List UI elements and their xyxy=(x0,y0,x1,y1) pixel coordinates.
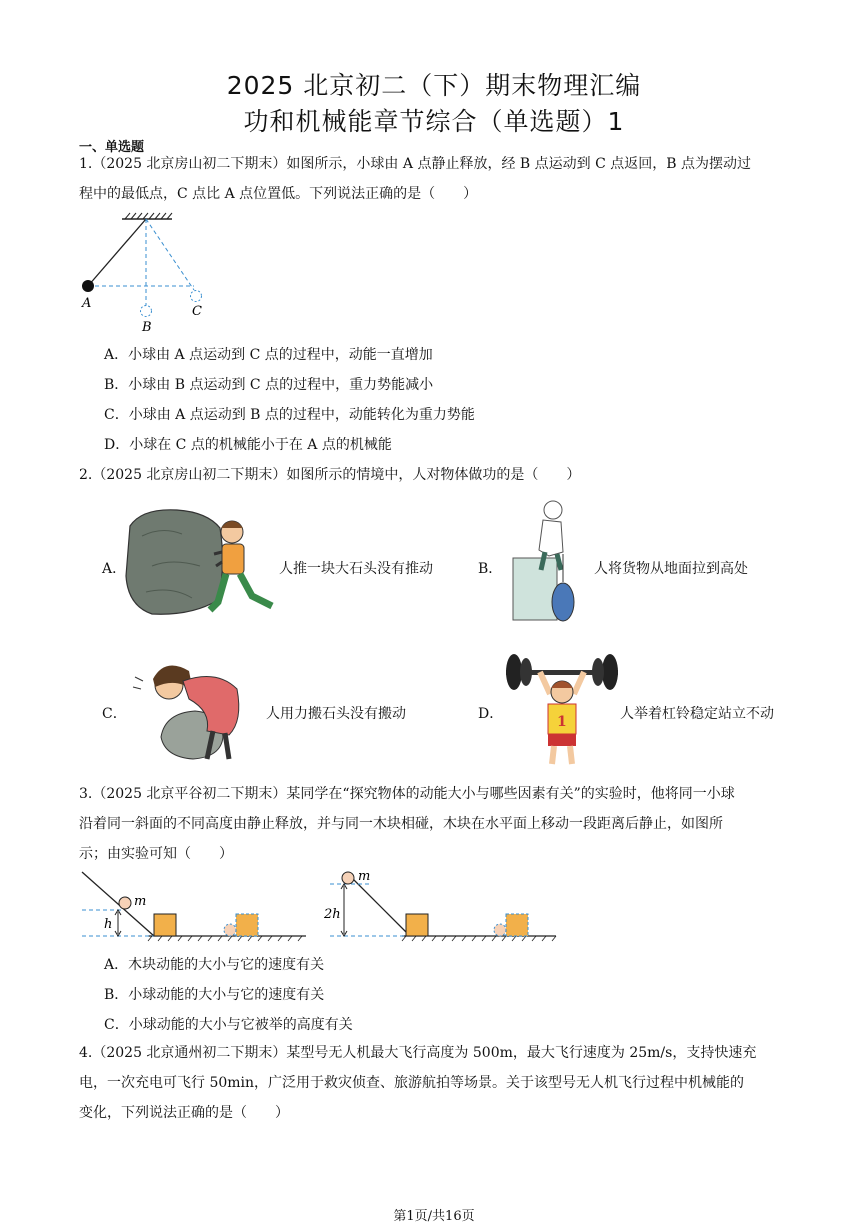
barbell-illustration xyxy=(500,648,625,770)
q2-text-b: 人将货物从地面拉到高处 xyxy=(594,561,748,577)
q3-option-b: B．小球动能的大小与它的速度有关 xyxy=(104,987,325,1003)
label-m1: m xyxy=(134,894,147,909)
question-3 xyxy=(79,779,795,869)
q3-option-a: A．木块动能的大小与它的速度有关 xyxy=(104,957,325,973)
q2-letter-d: D． xyxy=(478,706,504,722)
pendulum-figure xyxy=(76,210,216,335)
page-title: 2025 北京初二（下）期末物理汇编 xyxy=(226,71,642,100)
question-4-line3: 变化，下列说法正确的是（ ） xyxy=(79,1105,289,1121)
question-3-line3: 示；由实验可知（ ） xyxy=(79,846,233,862)
label-b: B xyxy=(142,320,152,335)
q3-option-c: C．小球动能的大小与它被举的高度有关 xyxy=(104,1017,353,1033)
question-3-line2: 沿着同一斜面的不同高度由静止释放，并与同一木块相碰，木块在水平面上移动一段距离后静止，如图所 xyxy=(79,816,723,832)
question-4-line1: 4.（2025 北京通州初二下期末）某型号无人机最大飞行高度为 500m，最大飞行速度为 25m/s，支持快速充 xyxy=(79,1045,757,1061)
question-2: 2.（2025 北京房山初二下期末）如图所示的情境中，人对物体做功的是（ ） xyxy=(79,467,581,483)
lift-rock-illustration xyxy=(125,651,255,766)
question-1 xyxy=(79,149,795,209)
question-1-line2: 程中的最低点，C 点比 A 点位置低。下列说法正确的是（ ） xyxy=(79,186,478,202)
section-heading: 一、单选题 xyxy=(79,140,145,155)
q2-text-d: 人举着杠铃稳定站立不动 xyxy=(620,706,774,722)
svg-text:1: 1 xyxy=(557,714,567,730)
q2-letter-b: B． xyxy=(478,561,503,577)
pull-goods-illustration xyxy=(505,496,585,624)
q1-option-a: A．小球由 A 点运动到 C 点的过程中，动能一直增加 xyxy=(104,347,433,363)
incline-figure-h xyxy=(78,868,313,943)
question-3-line1: 3.（2025 北京平谷初二下期末）某同学在“探究物体的动能大小与哪些因素有关”的实验时，他将同一小球 xyxy=(79,786,735,802)
label-h: h xyxy=(104,917,113,932)
question-4 xyxy=(79,1038,795,1128)
page-footer: 第1页/共16页 xyxy=(393,1209,475,1224)
ball-a xyxy=(82,280,94,292)
label-a: A xyxy=(82,296,92,311)
q2-text-c: 人用力搬石头没有搬动 xyxy=(266,706,406,722)
label-m2: m xyxy=(358,869,371,884)
push-rock-illustration xyxy=(122,506,282,618)
question-1-line1: 1.（2025 北京房山初二下期末）如图所示，小球由 A 点静止释放，经 B 点运动到 C 点返回，B 点为摆动过 xyxy=(79,156,751,172)
page-subtitle: 功和机械能章节综合（单选题）1 xyxy=(243,107,625,136)
q1-option-b: B．小球由 B 点运动到 C 点的过程中，重力势能减小 xyxy=(104,377,434,393)
q2-letter-a: A． xyxy=(102,561,127,577)
q1-option-c: C．小球由 A 点运动到 B 点的过程中，动能转化为重力势能 xyxy=(104,407,475,423)
incline-figure-2h xyxy=(322,864,562,944)
q1-option-d: D．小球在 C 点的机械能小于在 A 点的机械能 xyxy=(104,437,392,453)
q2-letter-c: C． xyxy=(102,706,127,722)
question-4-line2: 电，一次充电可飞行 50min，广泛用于救灾侦查、旅游航拍等场景。关于该型号无人机飞行过程中机械能的 xyxy=(79,1075,745,1091)
label-2h: 2h xyxy=(324,907,341,922)
q2-text-a: 人推一块大石头没有推动 xyxy=(279,561,433,577)
label-c: C xyxy=(192,304,202,319)
